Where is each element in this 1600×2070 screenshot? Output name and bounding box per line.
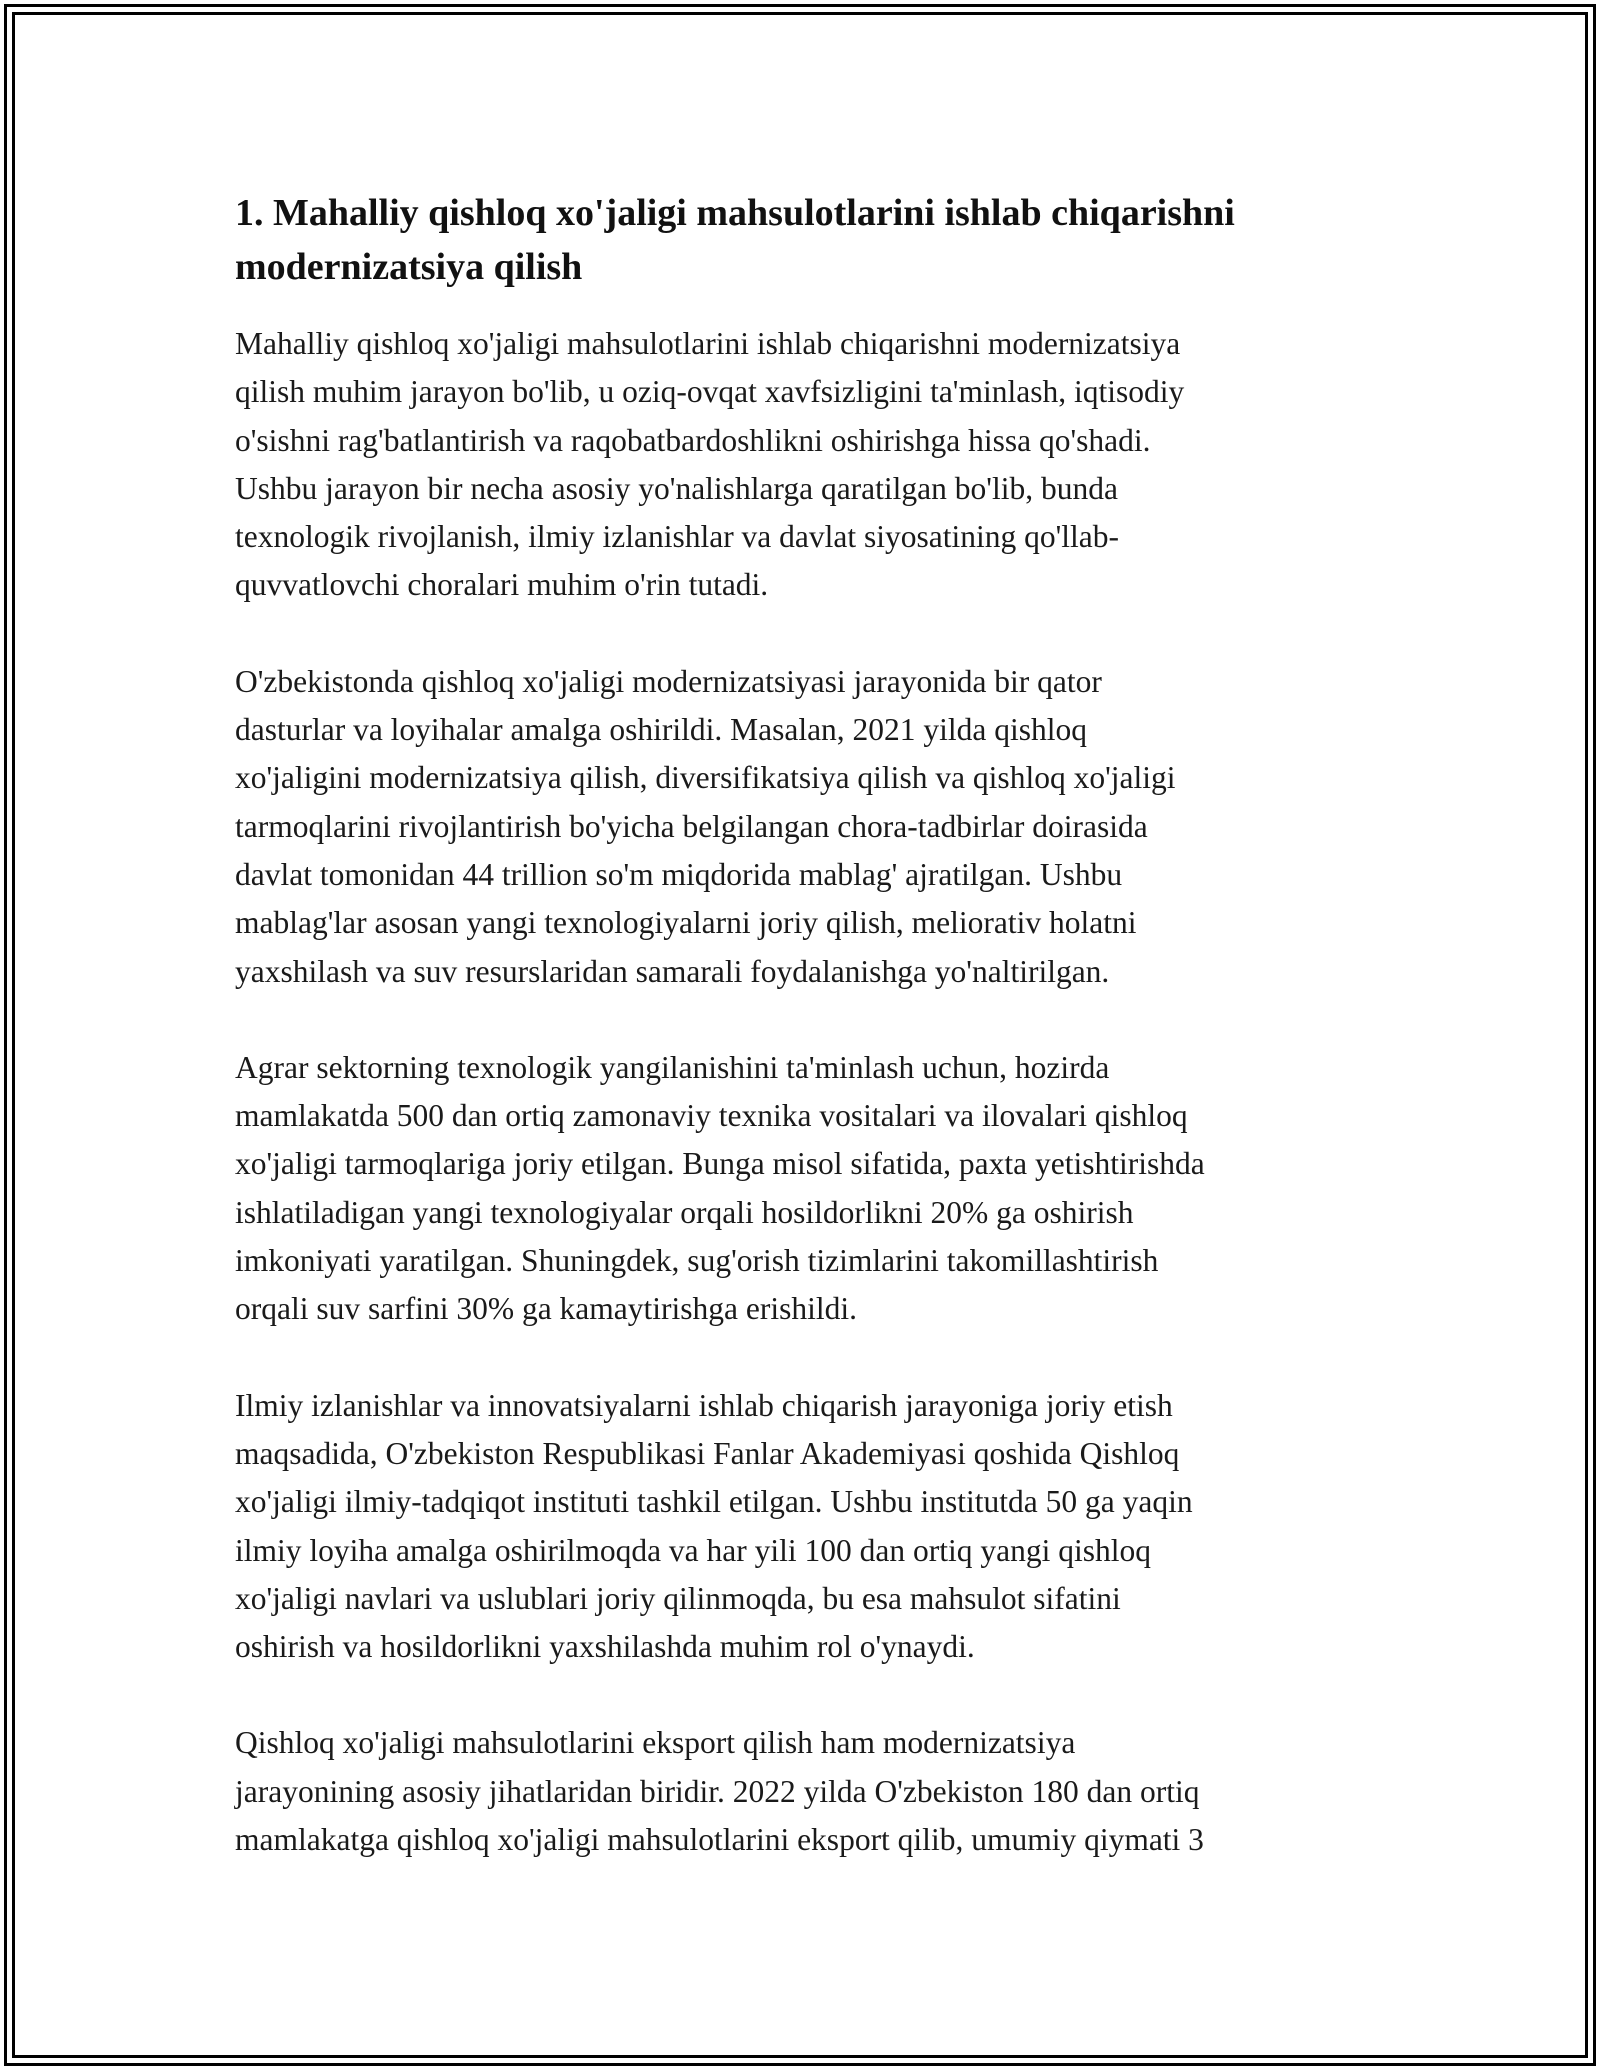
section-heading: 1. Mahalliy qishloq xo'jaligi mahsulotlarini ishlab chiqarishni modernizatsiya qilish bbox=[235, 192, 1235, 288]
paragraph-3: Agrar sektorning texnologik yangilanishini ta'minlash uchun, hozirda mamlakatda 500 dan ortiq zamonaviy texnika vositalari va ilovalari qishloq xo'jaligi tarmoqlariga joriy etilgan. Bunga misol sifatida, paxta yetishtirishda ishlatiladigan yangi texnologiyalar orqali hosildorlikni 20% ga oshirish imkoniyati yaratilgan. Shuningdek, sug'orish tizimlarini takomillashtirish orqali suv sarfini 30% ga kamaytirishga erishildi. bbox=[235, 1049, 1205, 1327]
paragraph-1: Mahalliy qishloq xo'jaligi mahsulotlarini ishlab chiqarishni modernizatsiya qilish muhim jarayon bo'lib, u oziq-ovqat xavfsizligini ta'minlash, iqtisodiy o'sishni rag'batlantirish va raqobatbardoshlikni oshirishga hissa qo'shadi. Ushbu jarayon bir necha asosiy yo'nalishlarga qaratilgan bo'lib, bunda texnologik rivojlanish, ilmiy izlanishlar va davlat siyosatining qo'llab- quvvatlovchi choralari muhim o'rin tutadi. bbox=[235, 326, 1185, 603]
paragraph-5: Qishloq xo'jaligi mahsulotlarini eksport qilish ham modernizatsiya jarayonining asosiy jihatlaridan biridir. 2022 yilda O'zbekiston 180 dan ortiq mamlakatga qishloq xo'jaligi mahsulotlarini eksport qilib, umumiy qiymati 3 bbox=[235, 1725, 1204, 1858]
paragraph-2: O'zbekistonda qishloq xo'jaligi modernizatsiyasi jarayonida bir qator dasturlar va loyihalar amalga oshirildi. Masalan, 2021 yilda qishloq xo'jaligini modernizatsiya qilish, diversifikatsiya qilish va qishloq xo'jaligi tarmoqlarini rivojlantirish bo'yicha belgilangan chora-tadbirlar doirasida davlat tomonidan 44 trillion so'm miqdorida mablag' ajratilgan. Ushbu mablag'lar asosan yangi texnologiyalarni joriy qilish, meliorativ holatni yaxshilash va suv resurslaridan samarali foydalanishga yo'naltirilgan. bbox=[235, 663, 1176, 989]
paragraph-4: Ilmiy izlanishlar va innovatsiyalarni ishlab chiqarish jarayoniga joriy etish maqsadida, O'zbekiston Respublikasi Fanlar Akademiyasi qoshida Qishloq xo'jaligi ilmiy-tadqiqot instituti tashkil etilgan. Ushbu institutda 50 ga yaqin ilmiy loyiha amalga oshirilmoqda va har yili 100 dan ortiq yangi qishloq xo'jaligi navlari va uslublari joriy qilinmoqda, bu esa mahsulot sifatini oshirish va hosildorlikni yaxshilashda muhim rol o'ynaydi. bbox=[235, 1387, 1193, 1665]
document-body bbox=[235, 186, 1375, 1912]
